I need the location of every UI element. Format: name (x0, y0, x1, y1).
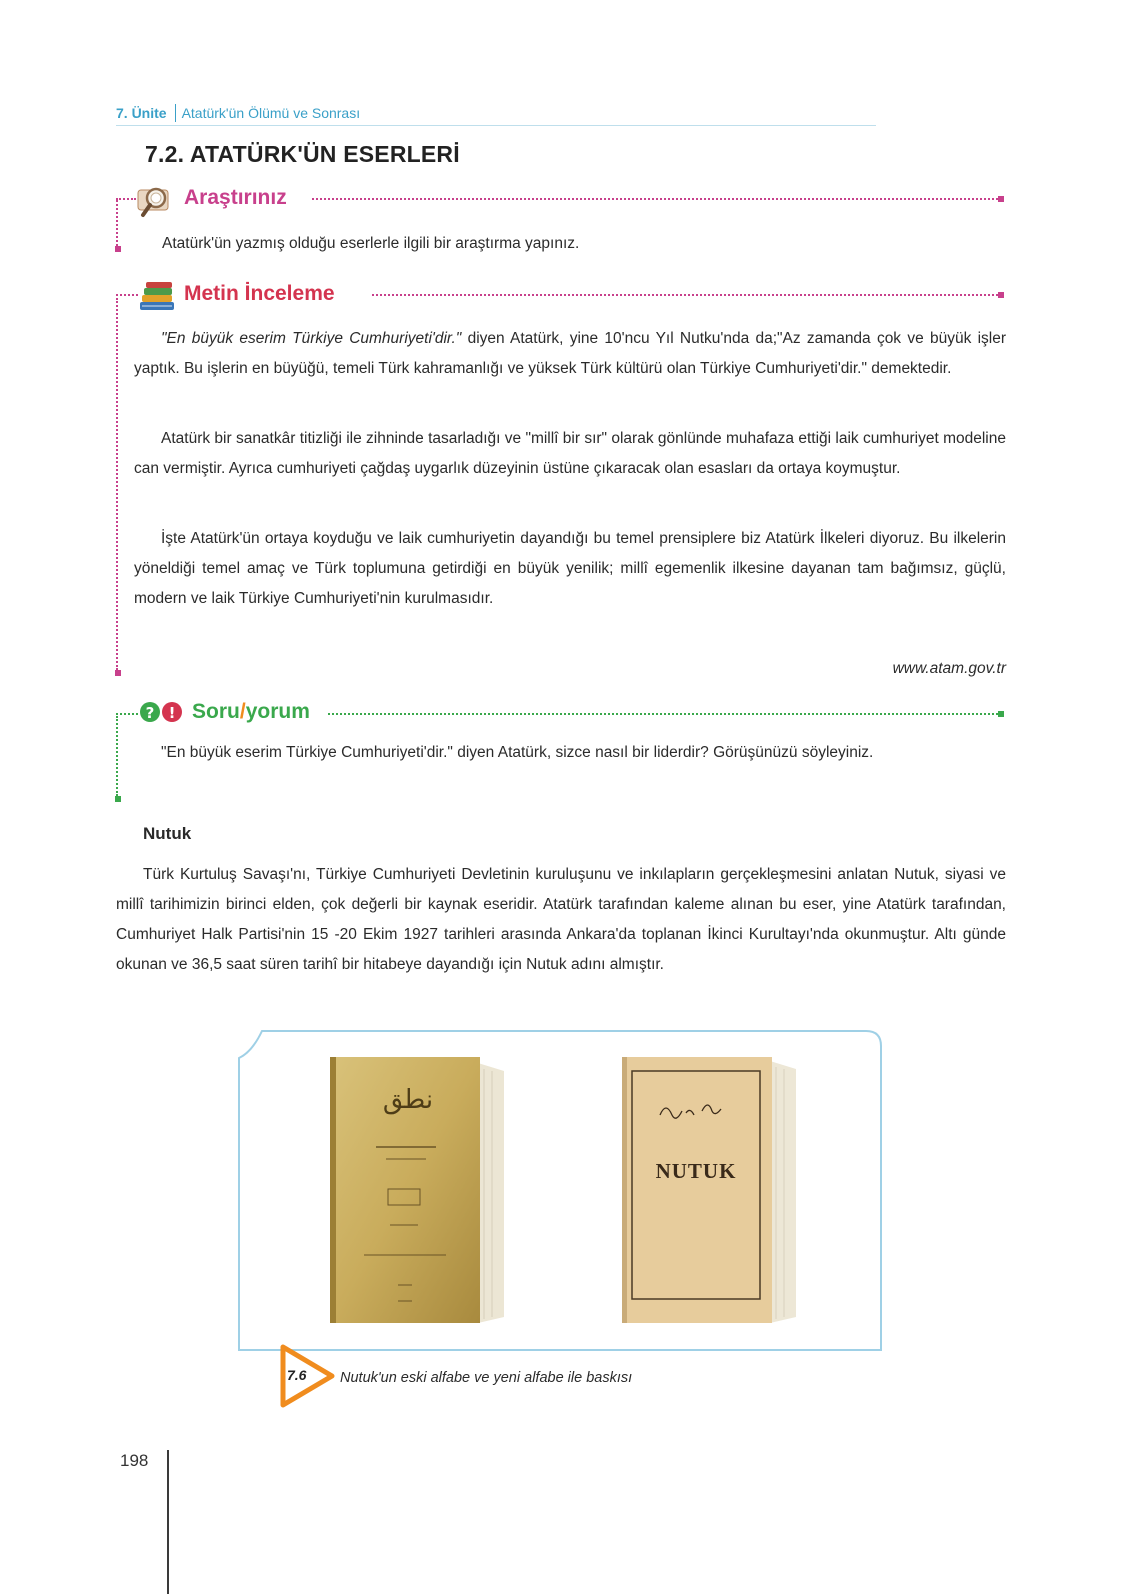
arastiriniz-lead-dots (116, 198, 136, 200)
magnifier-icon (136, 184, 176, 216)
soru-heading (192, 700, 310, 724)
figure-caption: Nutuk'un eski alfabe ve yeni alfabe ile baskısı (340, 1370, 633, 1386)
metin-paragraph-1 (134, 324, 1006, 384)
unit-label: 7. Ünite (116, 105, 167, 121)
metin-paragraph-3: İşte Atatürk'ün ortaya koyduğu ve laik cumhuriyetin dayandığı bu temel prensiplere biz Atatürk İlkeleri diyoruz. Bu ilkelerin yöneldiği temel amaç ve Türk toplumuna getirdiği en büyük yenilik; millî egemenlik ilkesine dayanan tam bağımsız, güçlü, modern ve laik Türkiye Cumhuriyeti'nin kurulmasıdır. (134, 530, 1006, 607)
metin-dots (372, 294, 998, 296)
soru-heading-slash: / (239, 700, 246, 723)
book-new-alphabet-image (620, 1055, 800, 1325)
metin-paragraph-1-rest: diyen Atatürk, yine 10'ncu Yıl Nutku'nda da;"Az zamanda çok ve büyük işler yaptık. Bu işlerin en büyüğü, temeli Türk kahramanlığı ve yüksek Türk kültürü olan Türkiye Cumhuriyeti'dir." demektedir. (134, 330, 1006, 377)
arastiriniz-end-marker (998, 196, 1004, 202)
book-new-title: NUTUK (655, 1159, 737, 1183)
soru-heading-yorum: yorum (245, 700, 310, 723)
books-icon (136, 278, 176, 310)
page-number: 198 (120, 1451, 149, 1470)
soru-bottom-marker (115, 796, 121, 802)
nutuk-text: Türk Kurtuluş Savaşı'nı, Türkiye Cumhuriyeti Devletinin kuruluşunu ve inkılapların gerçekleşmesini anlatan Nutuk, siyasi ve millî tarihimizin birinci elden, çok değerli bir kaynak eseridir. Atatürk tarafından kaleme alınan bu eser, yine Atatürk tarafından, Cumhuriyet Halk Partisi'nin 15 -20 Ekim 1927 tarihleri arasında Ankara'da toplanan İkinci Kurultayı'nda okunmuştur. Altı günde okunan ve 36,5 saat süren tarihî bir hitabeye dayandığı için Nutuk adını almıştır. (116, 866, 1006, 973)
arastiriniz-dots (312, 198, 998, 200)
figure-number-badge (280, 1344, 336, 1408)
metin-end-marker (998, 292, 1004, 298)
soru-heading-soru: Soru (192, 700, 240, 723)
chapter-header (116, 104, 876, 124)
svg-text:!: ! (168, 704, 176, 722)
svg-text:?: ? (145, 704, 155, 722)
metin-heading: Metin İnceleme (184, 282, 335, 305)
arastiriniz-side-dots (116, 200, 118, 246)
book-old-alphabet-image (328, 1055, 508, 1325)
question-exclamation-icon (138, 699, 178, 731)
figure-number: 7.6 (287, 1367, 307, 1383)
metin-side-dots (116, 298, 118, 670)
soru-side-dots (116, 716, 118, 796)
soru-dots (328, 713, 998, 715)
page-margin-rule (167, 1450, 169, 1594)
arastiriniz-text: Atatürk'ün yazmış olduğu eserlerle ilgili bir araştırma yapınız. (162, 235, 580, 252)
arastiriniz-heading: Araştırınız (184, 186, 287, 209)
soru-text: "En büyük eserim Türkiye Cumhuriyeti'dir." diyen Atatürk, sizce nasıl bir liderdir? Görüşünüzü söyleyiniz. (161, 744, 874, 761)
header-separator (175, 104, 176, 122)
nutuk-heading: Nutuk (143, 824, 192, 843)
header-rule (116, 125, 876, 126)
soru-lead-dots (116, 713, 138, 715)
metin-paragraph-2: Atatürk bir sanatkâr titizliği ile zihninde tasarladığı ve "millî bir sır" olarak gönlünde muhafaza ettiği laik cumhuriyet modeline can vermiştir. Ayrıca cumhuriyeti çağdaş uygarlık düzeyinin üstüne çıkaracak olan esasları da ortaya koymuştur. (134, 430, 1006, 477)
metin-lead-dots (116, 294, 138, 296)
book-old-title: نطق (382, 1085, 434, 1115)
metin-quote: "En büyük eserim Türkiye Cumhuriyeti'dir." (161, 330, 462, 347)
chapter-label: Atatürk'ün Ölümü ve Sonrası (181, 105, 361, 121)
metin-source: www.atam.gov.tr (892, 660, 1006, 677)
page-title: 7.2. ATATÜRK'ÜN ESERLERİ (145, 141, 460, 167)
metin-bottom-marker (115, 670, 121, 676)
arastiriniz-bottom-marker (115, 246, 121, 252)
soru-end-marker (998, 711, 1004, 717)
